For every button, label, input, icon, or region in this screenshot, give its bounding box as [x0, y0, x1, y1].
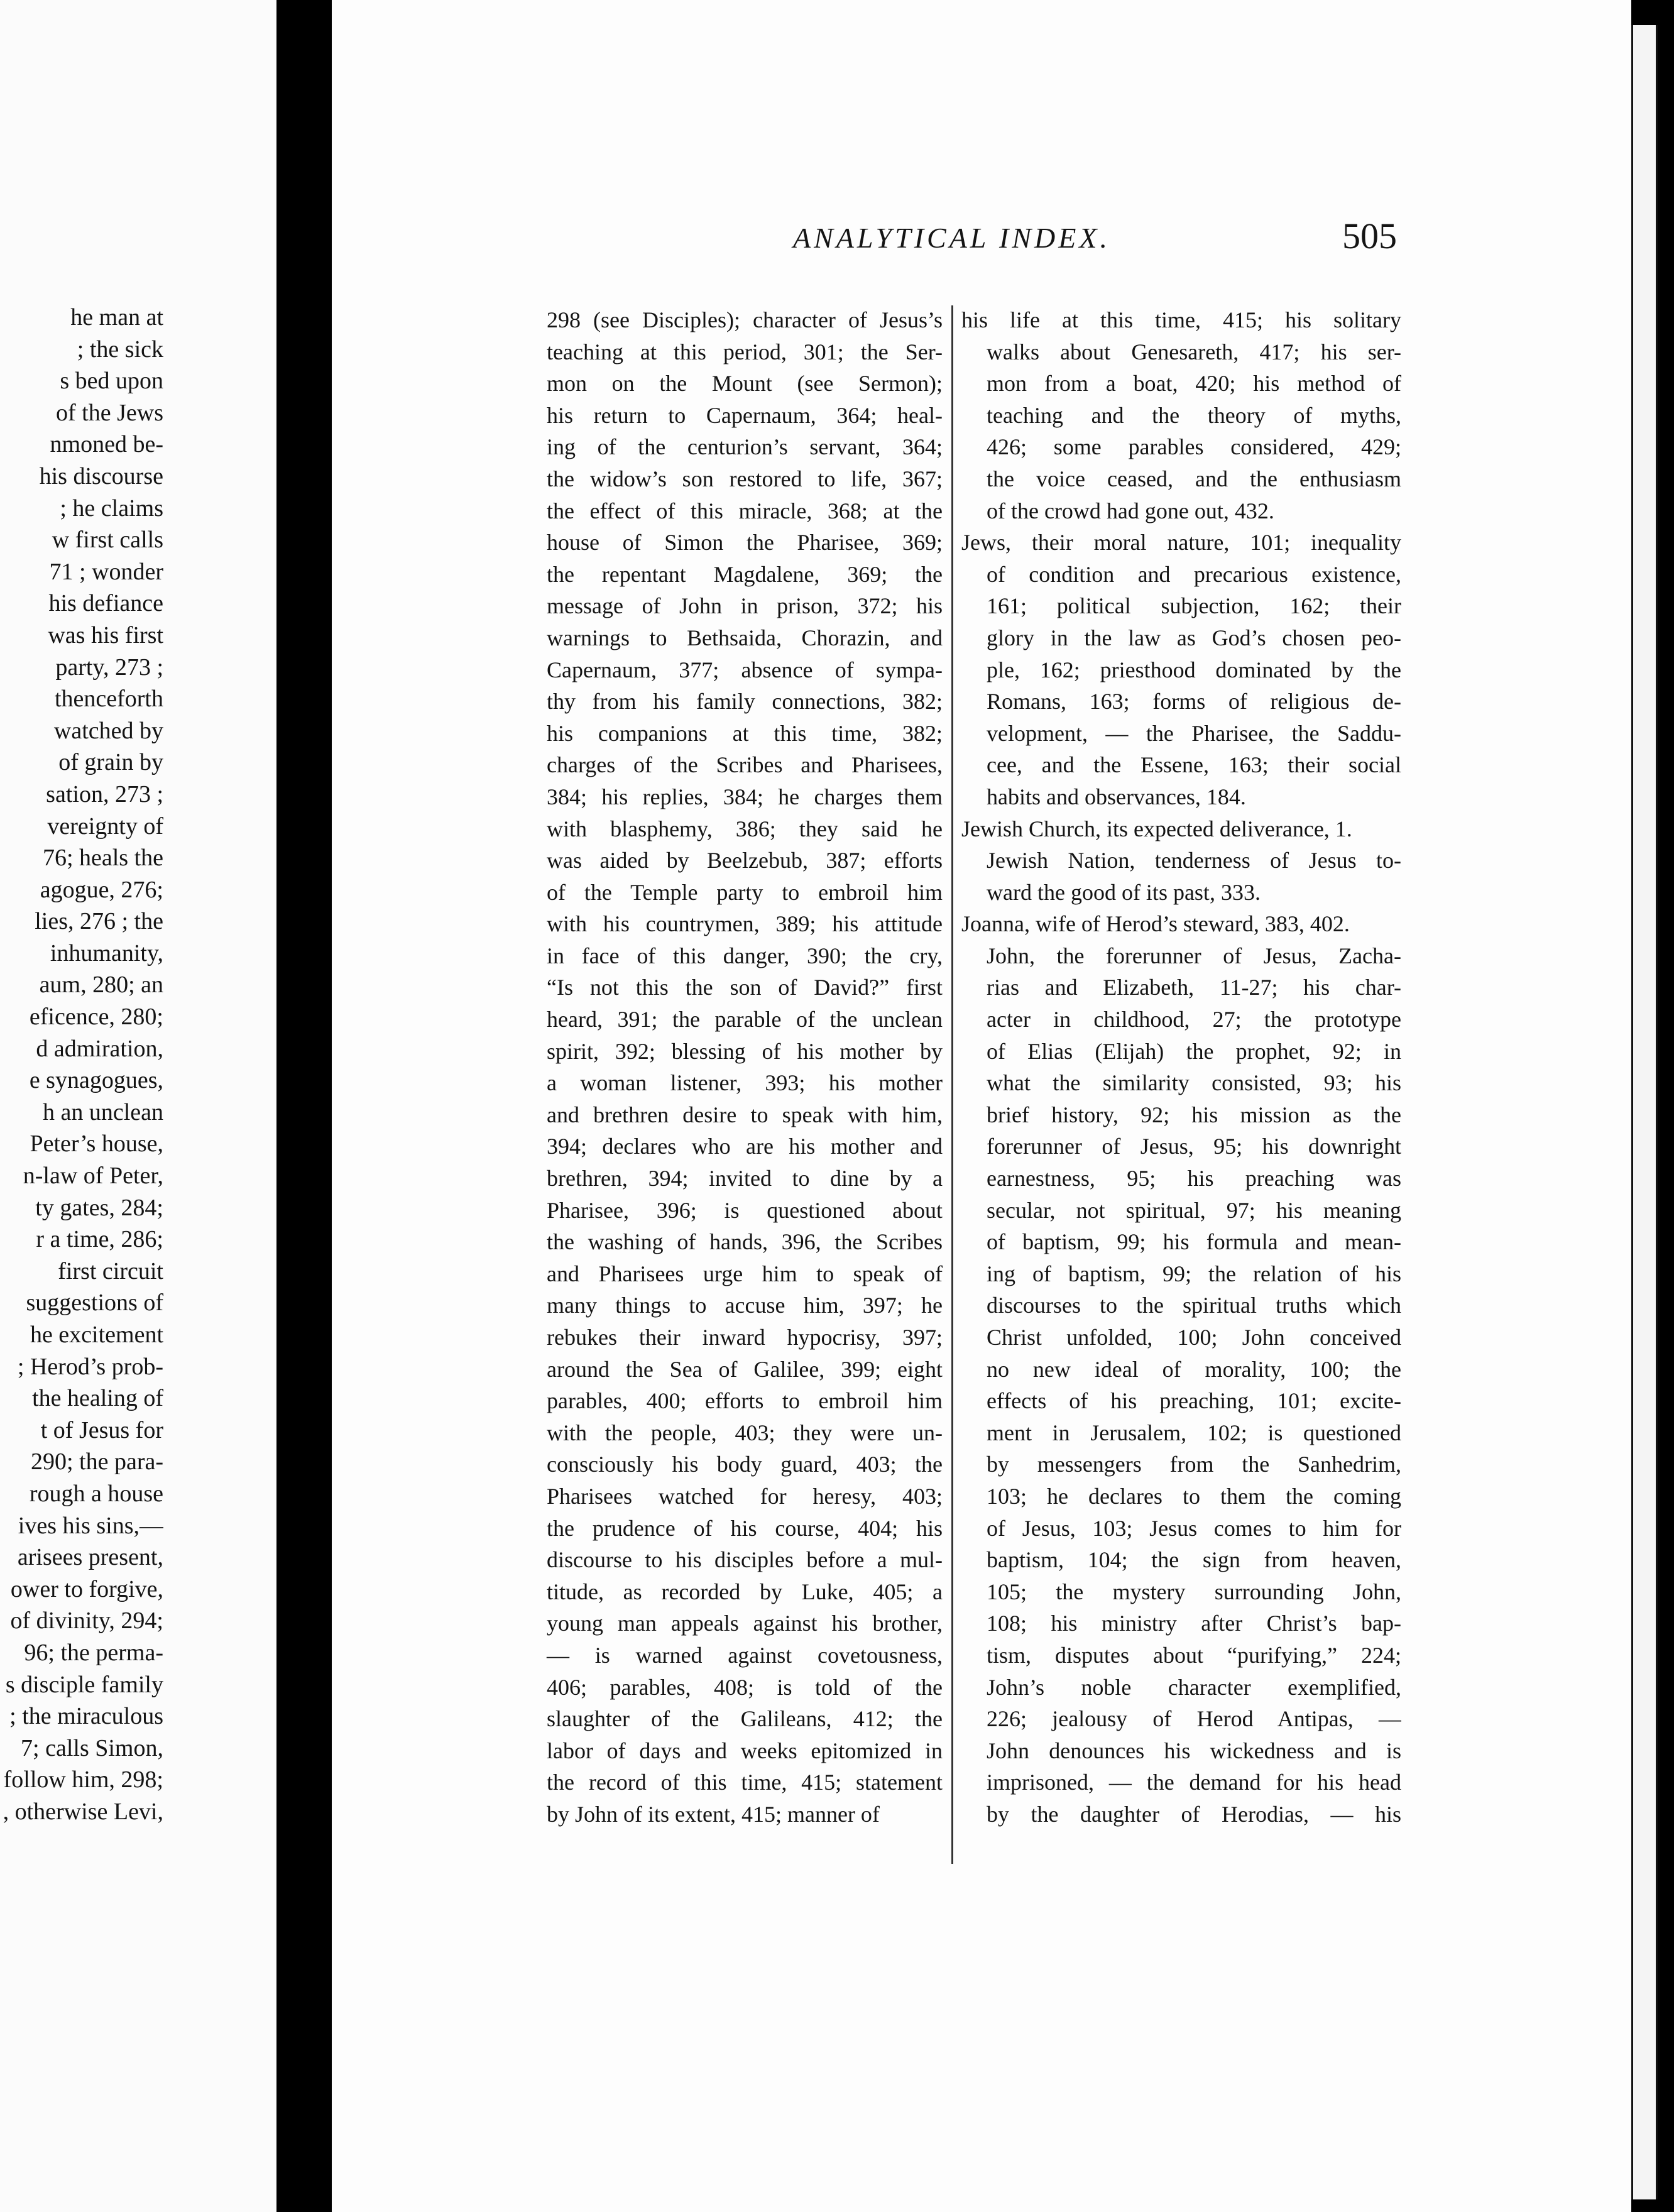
index-line: earnestness, 95; his preaching was — [987, 1166, 1401, 1191]
index-line: young man appeals against his brother, — [547, 1611, 943, 1636]
left-page-line: agogue, 276; — [40, 876, 163, 903]
left-page-line: thenceforth — [54, 686, 163, 713]
index-line: slaughter of the Galileans, 412; the — [547, 1706, 943, 1732]
index-line: brief history, 92; his mission as the — [987, 1102, 1401, 1127]
left-page-text — [0, 302, 163, 1828]
left-page-line: follow him, 298; — [3, 1766, 163, 1793]
index-line: no new ideal of morality, 100; the — [987, 1356, 1401, 1382]
left-page-line: watched by — [53, 717, 163, 744]
left-page-line: ower to forgive, — [10, 1575, 163, 1602]
left-page-line: suggestions of — [26, 1289, 163, 1317]
left-page-line: e synagogues, — [29, 1067, 163, 1094]
index-line: ing of baptism, 99; the relation of his — [987, 1261, 1401, 1286]
index-line: velopment, — the Pharisee, the Saddu- — [987, 720, 1401, 746]
index-line: Capernaum, 377; absence of sympa- — [547, 657, 943, 682]
index-column-right — [961, 304, 1401, 1831]
left-page-line: his discourse — [39, 463, 163, 490]
index-line: by John of its extent, 415; manner of — [547, 1801, 880, 1827]
index-line: of the crowd had gone out, 432. — [987, 498, 1274, 523]
index-line: ing of the centurion’s servant, 364; — [547, 434, 943, 460]
index-line: forerunner of Jesus, 95; his downright — [987, 1134, 1401, 1159]
left-page-line: ives his sins,— — [18, 1512, 163, 1539]
index-line: house of Simon the Pharisee, 369; — [547, 530, 943, 556]
index-line: spirit, 392; blessing of his mother by — [547, 1038, 943, 1064]
index-line: of the Temple party to embroil him — [547, 879, 943, 905]
index-line: by messengers from the Sanhedrim, — [987, 1452, 1401, 1477]
index-line: in face of this danger, 390; the cry, — [547, 943, 943, 968]
left-page-line: n-law of Peter, — [23, 1163, 163, 1190]
index-line: Romans, 163; forms of religious de- — [987, 689, 1401, 715]
index-line: and Pharisees urge him to speak of — [547, 1261, 943, 1286]
index-line: mon from a boat, 420; his method of — [987, 371, 1401, 397]
running-head: ANALYTICAL INDEX. — [793, 222, 1110, 254]
index-line: what the similarity consisted, 93; his — [987, 1070, 1401, 1096]
index-line: message of John in prison, 372; his — [547, 593, 943, 619]
index-line: thy from his family connections, 382; — [547, 689, 943, 715]
index-line: Jewish Nation, tenderness of Jesus to- — [987, 848, 1401, 873]
index-line: around the Sea of Galilee, 399; eight — [547, 1356, 943, 1382]
left-page-line: first circuit — [58, 1257, 163, 1284]
left-page-line: w first calls — [52, 527, 163, 554]
index-line: the effect of this miracle, 368; at the — [547, 498, 943, 523]
index-line: ple, 162; priesthood dominated by the — [987, 657, 1401, 682]
index-line: “Is not this the son of David?” first — [547, 975, 943, 1000]
book-gutter — [276, 0, 332, 2212]
index-line: the prudence of his course, 404; his — [547, 1515, 943, 1541]
index-line: and brethren desire to speak with him, — [547, 1102, 943, 1127]
left-page-line: the healing of — [32, 1385, 163, 1412]
index-line: secular, not spiritual, 97; his meaning — [987, 1197, 1401, 1223]
left-page-line: party, 273 ; — [55, 654, 163, 681]
left-page-line: r a time, 286; — [36, 1226, 163, 1253]
index-line: habits and observances, 184. — [987, 784, 1246, 809]
left-page-line: of the Jews — [56, 399, 163, 426]
index-line: his return to Capernaum, 364; heal- — [547, 402, 943, 428]
left-page-line: of divinity, 294; — [10, 1607, 163, 1634]
left-page-line: Peter’s house, — [30, 1131, 163, 1158]
index-line: Jewish Church, its expected deliverance, 1. — [961, 816, 1352, 841]
index-line: Joanna, wife of Herod’s steward, 383, 402. — [961, 911, 1350, 937]
index-line: labor of days and weeks epitomized in — [547, 1738, 943, 1763]
left-page-line: t of Jesus for — [40, 1416, 163, 1443]
index-line: the voice ceased, and the enthusiasm — [987, 466, 1401, 491]
left-page-line: lies, 276 ; the — [35, 908, 163, 935]
left-page-line: ; he claims — [60, 495, 163, 522]
left-page-line: s disciple family — [5, 1671, 163, 1698]
index-line: cee, and the Essene, 163; their social — [987, 752, 1401, 778]
index-line: with his countrymen, 389; his attitude — [547, 911, 943, 937]
index-line: discourse to his disciples before a mul- — [547, 1547, 943, 1573]
left-page-line: , otherwise Levi, — [3, 1798, 163, 1825]
left-page-line: d admiration, — [36, 1035, 163, 1062]
left-page-line: 71 ; wonder — [49, 558, 163, 585]
left-page-line: was his first — [48, 621, 163, 649]
left-page-line: s bed upon — [60, 368, 163, 395]
index-line: teaching at this period, 301; the Ser- — [547, 339, 943, 364]
index-line: teaching and the theory of myths, — [987, 402, 1401, 428]
left-page-line: inhumanity, — [50, 939, 163, 966]
index-line: Pharisee, 396; is questioned about — [547, 1197, 943, 1223]
index-line: the washing of hands, 396, the Scribes — [547, 1229, 943, 1255]
page-number: 505 — [1342, 216, 1397, 256]
index-line: 298 (see Disciples); character of Jesus’s — [547, 307, 943, 332]
index-line: many things to accuse him, 397; he — [547, 1293, 943, 1318]
index-line: titude, as recorded by Luke, 405; a — [547, 1579, 943, 1604]
left-page-line: ; the miraculous — [9, 1703, 163, 1730]
index-line: 226; jealousy of Herod Antipas, — — [987, 1706, 1401, 1732]
index-line: 394; declares who are his mother and — [547, 1134, 943, 1159]
index-line: Christ unfolded, 100; John conceived — [987, 1325, 1401, 1350]
index-line: his companions at this time, 382; — [547, 720, 943, 746]
index-line: John, the forerunner of Jesus, Zacha- — [987, 943, 1401, 968]
index-line: baptism, 104; the sign from heaven, — [987, 1547, 1401, 1573]
index-line: 384; his replies, 384; he charges them — [547, 784, 943, 809]
index-line: his life at this time, 415; his solitary — [961, 307, 1401, 332]
index-line: of Elias (Elijah) the prophet, 92; in — [987, 1038, 1401, 1064]
left-page-line: h an unclean — [42, 1098, 163, 1125]
index-line: Jews, their moral nature, 101; inequality — [961, 530, 1401, 556]
index-line: brethren, 394; invited to dine by a — [547, 1166, 943, 1191]
left-page-line: ; Herod’s prob- — [17, 1353, 163, 1380]
index-line: 161; political subjection, 162; their — [987, 593, 1401, 619]
index-line: walks about Genesareth, 417; his ser- — [987, 339, 1401, 364]
index-line: with blasphemy, 386; they said he — [547, 816, 943, 841]
index-line: a woman listener, 393; his mother — [547, 1070, 943, 1096]
left-page-line: aum, 280; an — [39, 972, 163, 999]
index-line: consciously his body guard, 403; the — [547, 1452, 943, 1477]
left-page-line: of grain by — [58, 749, 163, 776]
index-line: with the people, 403; they were un- — [547, 1420, 943, 1445]
index-line: John denounces his wickedness and is — [987, 1738, 1401, 1763]
left-page-line: 7; calls Simon, — [21, 1734, 163, 1761]
left-page-line: his defiance — [48, 590, 163, 617]
index-line: John’s noble character exemplified, — [987, 1674, 1401, 1700]
column-rule — [951, 305, 953, 1864]
index-line: discourses to the spiritual truths which — [987, 1293, 1401, 1318]
index-line: 406; parables, 408; is told of the — [547, 1674, 943, 1700]
index-line: effects of his preaching, 101; excite- — [987, 1388, 1401, 1414]
index-line: mon on the Mount (see Sermon); — [547, 371, 943, 397]
left-page-line: 96; the perma- — [24, 1639, 163, 1666]
index-line: acter in childhood, 27; the prototype — [987, 1007, 1401, 1032]
index-line: heard, 391; the parable of the unclean — [547, 1007, 943, 1032]
index-line: warnings to Bethsaida, Chorazin, and — [547, 625, 943, 650]
index-line: 108; his ministry after Christ’s bap- — [987, 1611, 1401, 1636]
left-page-line: 290; the para- — [30, 1448, 163, 1476]
left-page-line: eficence, 280; — [29, 1004, 163, 1031]
index-line: the repentant Magdalene, 369; the — [547, 561, 943, 587]
left-page-line: arisees present, — [17, 1544, 163, 1571]
index-line: rias and Elizabeth, 11-27; his char- — [987, 975, 1401, 1000]
index-line: of Jesus, 103; Jesus comes to him for — [987, 1515, 1401, 1541]
left-page-line: ty gates, 284; — [35, 1194, 163, 1221]
left-page-line: 76; heals the — [42, 845, 163, 872]
left-page-line: vereignty of — [47, 813, 163, 840]
index-line: imprisoned, — the demand for his head — [987, 1770, 1401, 1795]
index-line: 103; he declares to them the coming — [987, 1483, 1401, 1509]
index-line: — is warned against covetousness, — [547, 1642, 943, 1668]
left-page-line: he man at — [70, 304, 163, 331]
left-page-line: nmoned be- — [50, 431, 163, 458]
index-line: by the daughter of Herodias, — his — [987, 1801, 1401, 1827]
left-page-line: rough a house — [29, 1480, 163, 1507]
left-page-line: sation, 273 ; — [46, 780, 163, 808]
index-line: of condition and precarious existence, — [987, 561, 1401, 587]
index-line: parables, 400; efforts to embroil him — [547, 1388, 943, 1414]
index-line: charges of the Scribes and Pharisees, — [547, 752, 943, 778]
index-line: rebukes their inward hypocrisy, 397; — [547, 1325, 943, 1350]
index-line: tism, disputes about “purifying,” 224; — [987, 1642, 1401, 1668]
index-line: the record of this time, 415; statement — [547, 1770, 943, 1795]
page-edge — [1631, 25, 1658, 2199]
left-page — [0, 0, 276, 2212]
index-line: 105; the mystery surrounding John, — [987, 1579, 1401, 1604]
index-line: was aided by Beelzebub, 387; efforts — [547, 848, 943, 873]
index-line: ward the good of its past, 333. — [987, 879, 1261, 905]
left-page-line: he excitement — [30, 1322, 163, 1348]
index-line: ment in Jerusalem, 102; is questioned — [987, 1420, 1401, 1445]
index-line: of baptism, 99; his formula and mean- — [987, 1229, 1401, 1255]
index-line: glory in the law as God’s chosen peo- — [987, 625, 1401, 650]
index-line: 426; some parables considered, 429; — [987, 434, 1401, 460]
index-line: Pharisees watched for heresy, 403; — [547, 1483, 943, 1509]
index-line: the widow’s son restored to life, 367; — [547, 466, 943, 491]
left-page-line: ; the sick — [77, 336, 163, 363]
index-column-middle — [522, 304, 943, 1831]
